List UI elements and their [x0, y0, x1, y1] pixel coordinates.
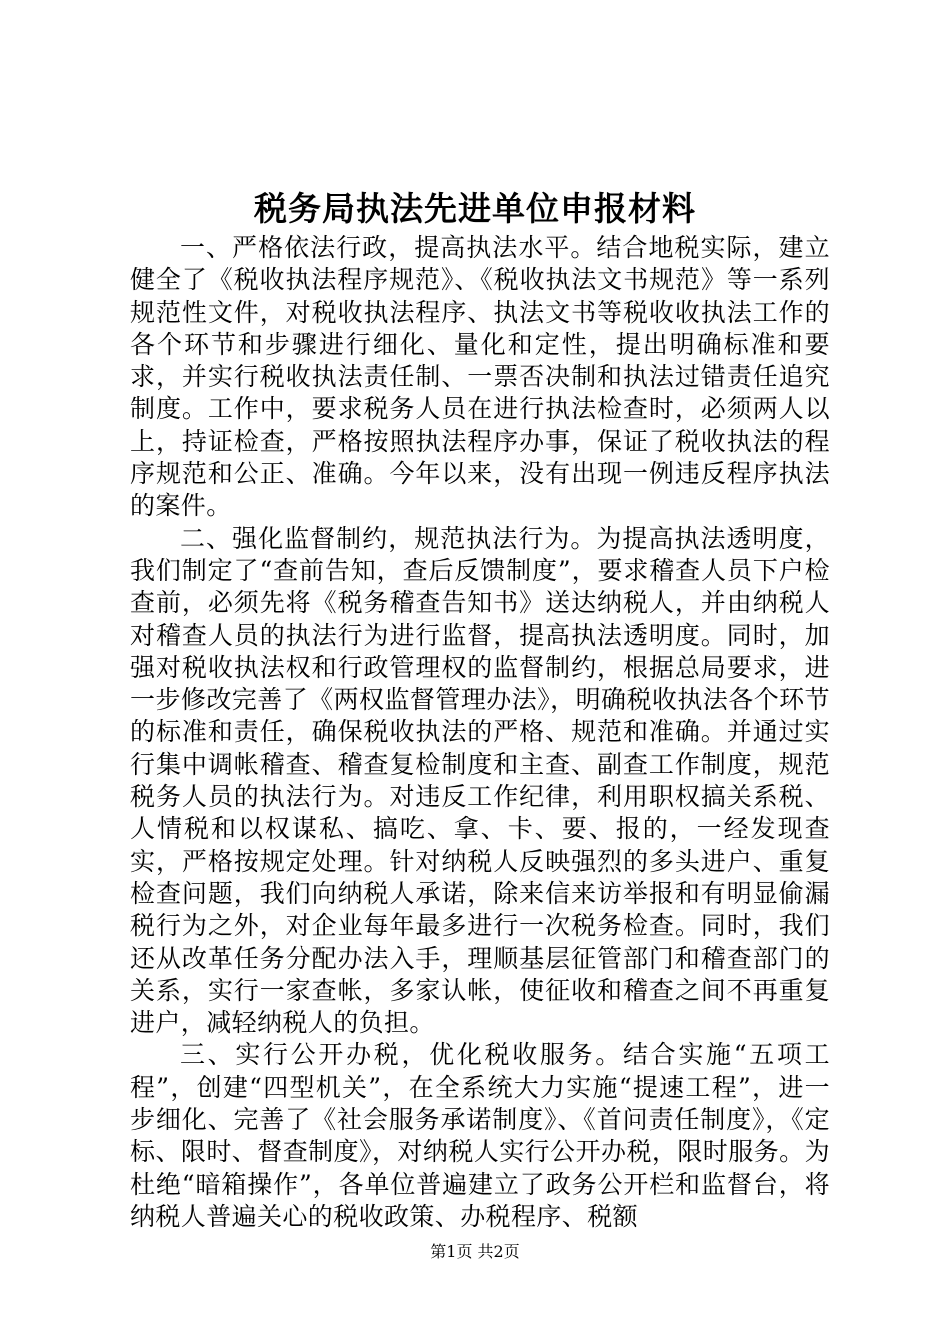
- page-number-footer: 第1页 共2页: [430, 1242, 520, 1261]
- document-title: 税务局执法先进单位申报材料: [254, 189, 696, 228]
- paragraph-1: 一、严格依法行政，提高执法水平。结合地税实际，建立健全了《税收执法程序规范》、《税收执法文书规范》等一系列规范性文件，对税收执法程序、执法文书等税收收执法工作的各个环节和步骤进行细化、量化和定性，提出明确标准和要求，并实行税收执法责任制、一票否决制和执法过错责任追究制度。工作中，要求税务人员在进行执法检查时，必须两人以上，持证检查，严格按照执法程序办事，保证了税收执法的程序规范和公正、准确。今年以来，没有出现一例违反程序执法的案件。: [130, 233, 830, 521]
- paragraph-2: 二、强化监督制约，规范执法行为。为提高执法透明度，我们制定了“查前告知，查后反馈制度”，要求稽查人员下户检查前，必须先将《税务稽查告知书》送达纳税人，并由纳税人对稽查人员的执法行为进行监督，提高执法透明度。同时，加强对税收执法权和行政管理权的监督制约，根据总局要求，进一步修改完善了《两权监督管理办法》，明确税收执法各个环节的标准和责任，确保税收执法的严格、规范和准确。并通过实行集中调帐稽查、稽查复检制度和主查、副查工作制度，规范税务人员的执法行为。对违反工作纪律，利用职权搞关系税、人情税和以权谋私、搞吃、拿、卡、要、报的，一经发现查实，严格按规定处理。针对纳税人反映强烈的多头进户、重复检查问题，我们向纳税人承诺，除来信来访举报和有明显偷漏税行为之外，对企业每年最多进行一次税务检查。同时，我们还从改革任务分配办法入手，理顺基层征管部门和稽查部门的关系，实行一家查帐，多家认帐，使征收和稽查之间不再重复进户，减轻纳税人的负担。: [130, 523, 830, 1038]
- paragraph-3: 三、实行公开办税，优化税收服务。结合实施“五项工程”，创建“四型机关”，在全系统大力实施“提速工程”，进一步细化、完善了《社会服务承诺制度》、《首问责任制度》，《定标、限时、督查制度》，对纳税人实行公开办税，限时服务。为杜绝“暗箱操作”，各单位普遍建立了政务公开栏和监督台，将纳税人普遍关心的税收政策、办税程序、税额: [130, 1040, 830, 1231]
- document-body: [130, 232, 830, 1231]
